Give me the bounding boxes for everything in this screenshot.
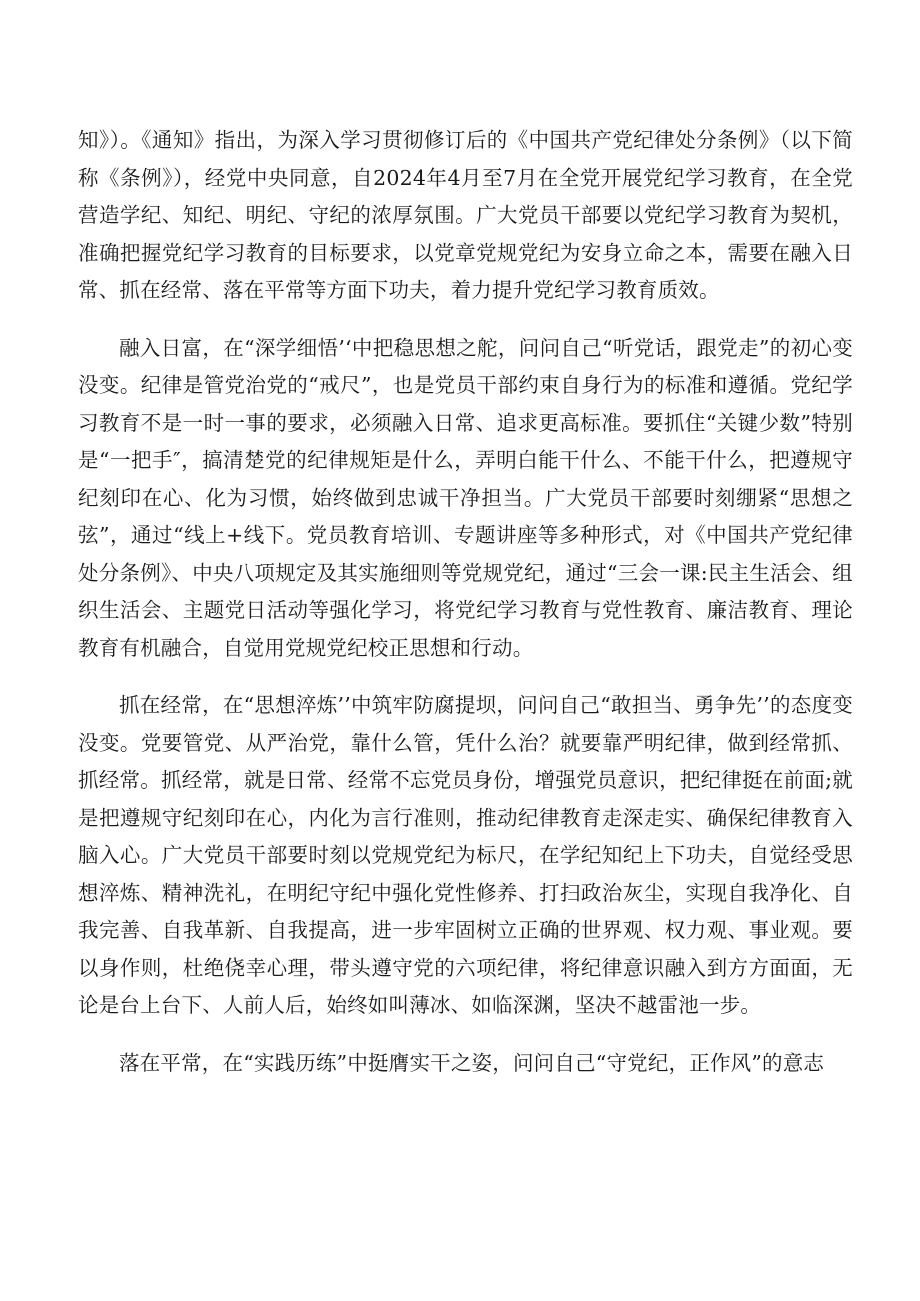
paragraph-continuation: 知》）。《通知》指出，为深入学习贯彻修订后的《中国共产党纪律处分条例》（以下简称《条例》），经党中央同意，自2024年4月至7月在全党开展党纪学习教育，在全党营造学纪、知纪、明纪、守纪的浓厚氛围。广大党员干部要以党纪学习教育为契机，准确把握党纪学习教育的目标要求，以党章党规党纪为安身立命之本，需要在融入日常、抓在经常、落在平常等方面下功夫，着力提升党纪学习教育质效。 xyxy=(78,128,853,302)
paragraph-grasp-regularly: 抓在经常，在“思想淬炼’’中筑牢防腐提坝，问问自己“敢担当、勇争先’’的态度变没变。党要管党、从严治党，靠什么管，凭什么治？就要靠严明纪律，做到经常抓、抓经常。抓经常，就是日常、经常不忘党员身份，增强党员意识，把纪律挺在前面;就是把遵规守纪刻印在心，内化为言行准则，推动纪律教育走深走实、确保纪律教育入脑入心。广大党员干部要时刻以党规党纪为标尺，在学纪知纪上下功夫，自觉经受思想淬炼、精神洗礼，在明纪守纪中强化党性修养、打扫政治灰尘，实现自我净化、自我完善、自我革新、自我提高，进一步牢固树立正确的世界观、权力观、事业观。要以身作则，杜绝侥幸心理，带头遵守党的六项纪律，将纪律意识融入到方方面面，无论是台上台下、人前人后，始终如叫薄冰、如临深渊，坚决不越雷池一步。 xyxy=(78,693,853,1017)
paragraph-integrate-daily: 融入日富，在“深学细悟’‘中把稳思想之舵，问问自己“听党话，跟党走”的初心变没变。纪律是管党治党的“戒尺”，也是党员干部约束自身行为的标准和遵循。党纪学习教育不是一时一事的要求，必须融入日常、追求更高标准。要抓住“关键少数”特别是“一把手″，搞清楚党的纪律规矩是什么，弄明白能干什么、不能干什么，把遵规守纪刻印在心、化为习惯，始终做到忠诚干净担当。广大党员干部要时刻绷紧“思想之弦”，通过“线上+线下。党员教育培训、专题讲座等多种形式，对《中国共产党纪律处分条例》、中央八项规定及其实施细则等党规党纪，通过“三会一课:民主生活会、组织生活会、主题党日活动等强化学习，将党纪学习教育与党性教育、廉洁教育、理论教育有机融合，自觉用党规党纪校正思想和行动。 xyxy=(78,335,853,660)
paragraph-practice-routinely: 落在平常，在“实践历练”中挺膺实干之姿，问问自己“守党纪，正作风”的意志 xyxy=(119,1050,825,1075)
document-body xyxy=(78,122,853,1082)
